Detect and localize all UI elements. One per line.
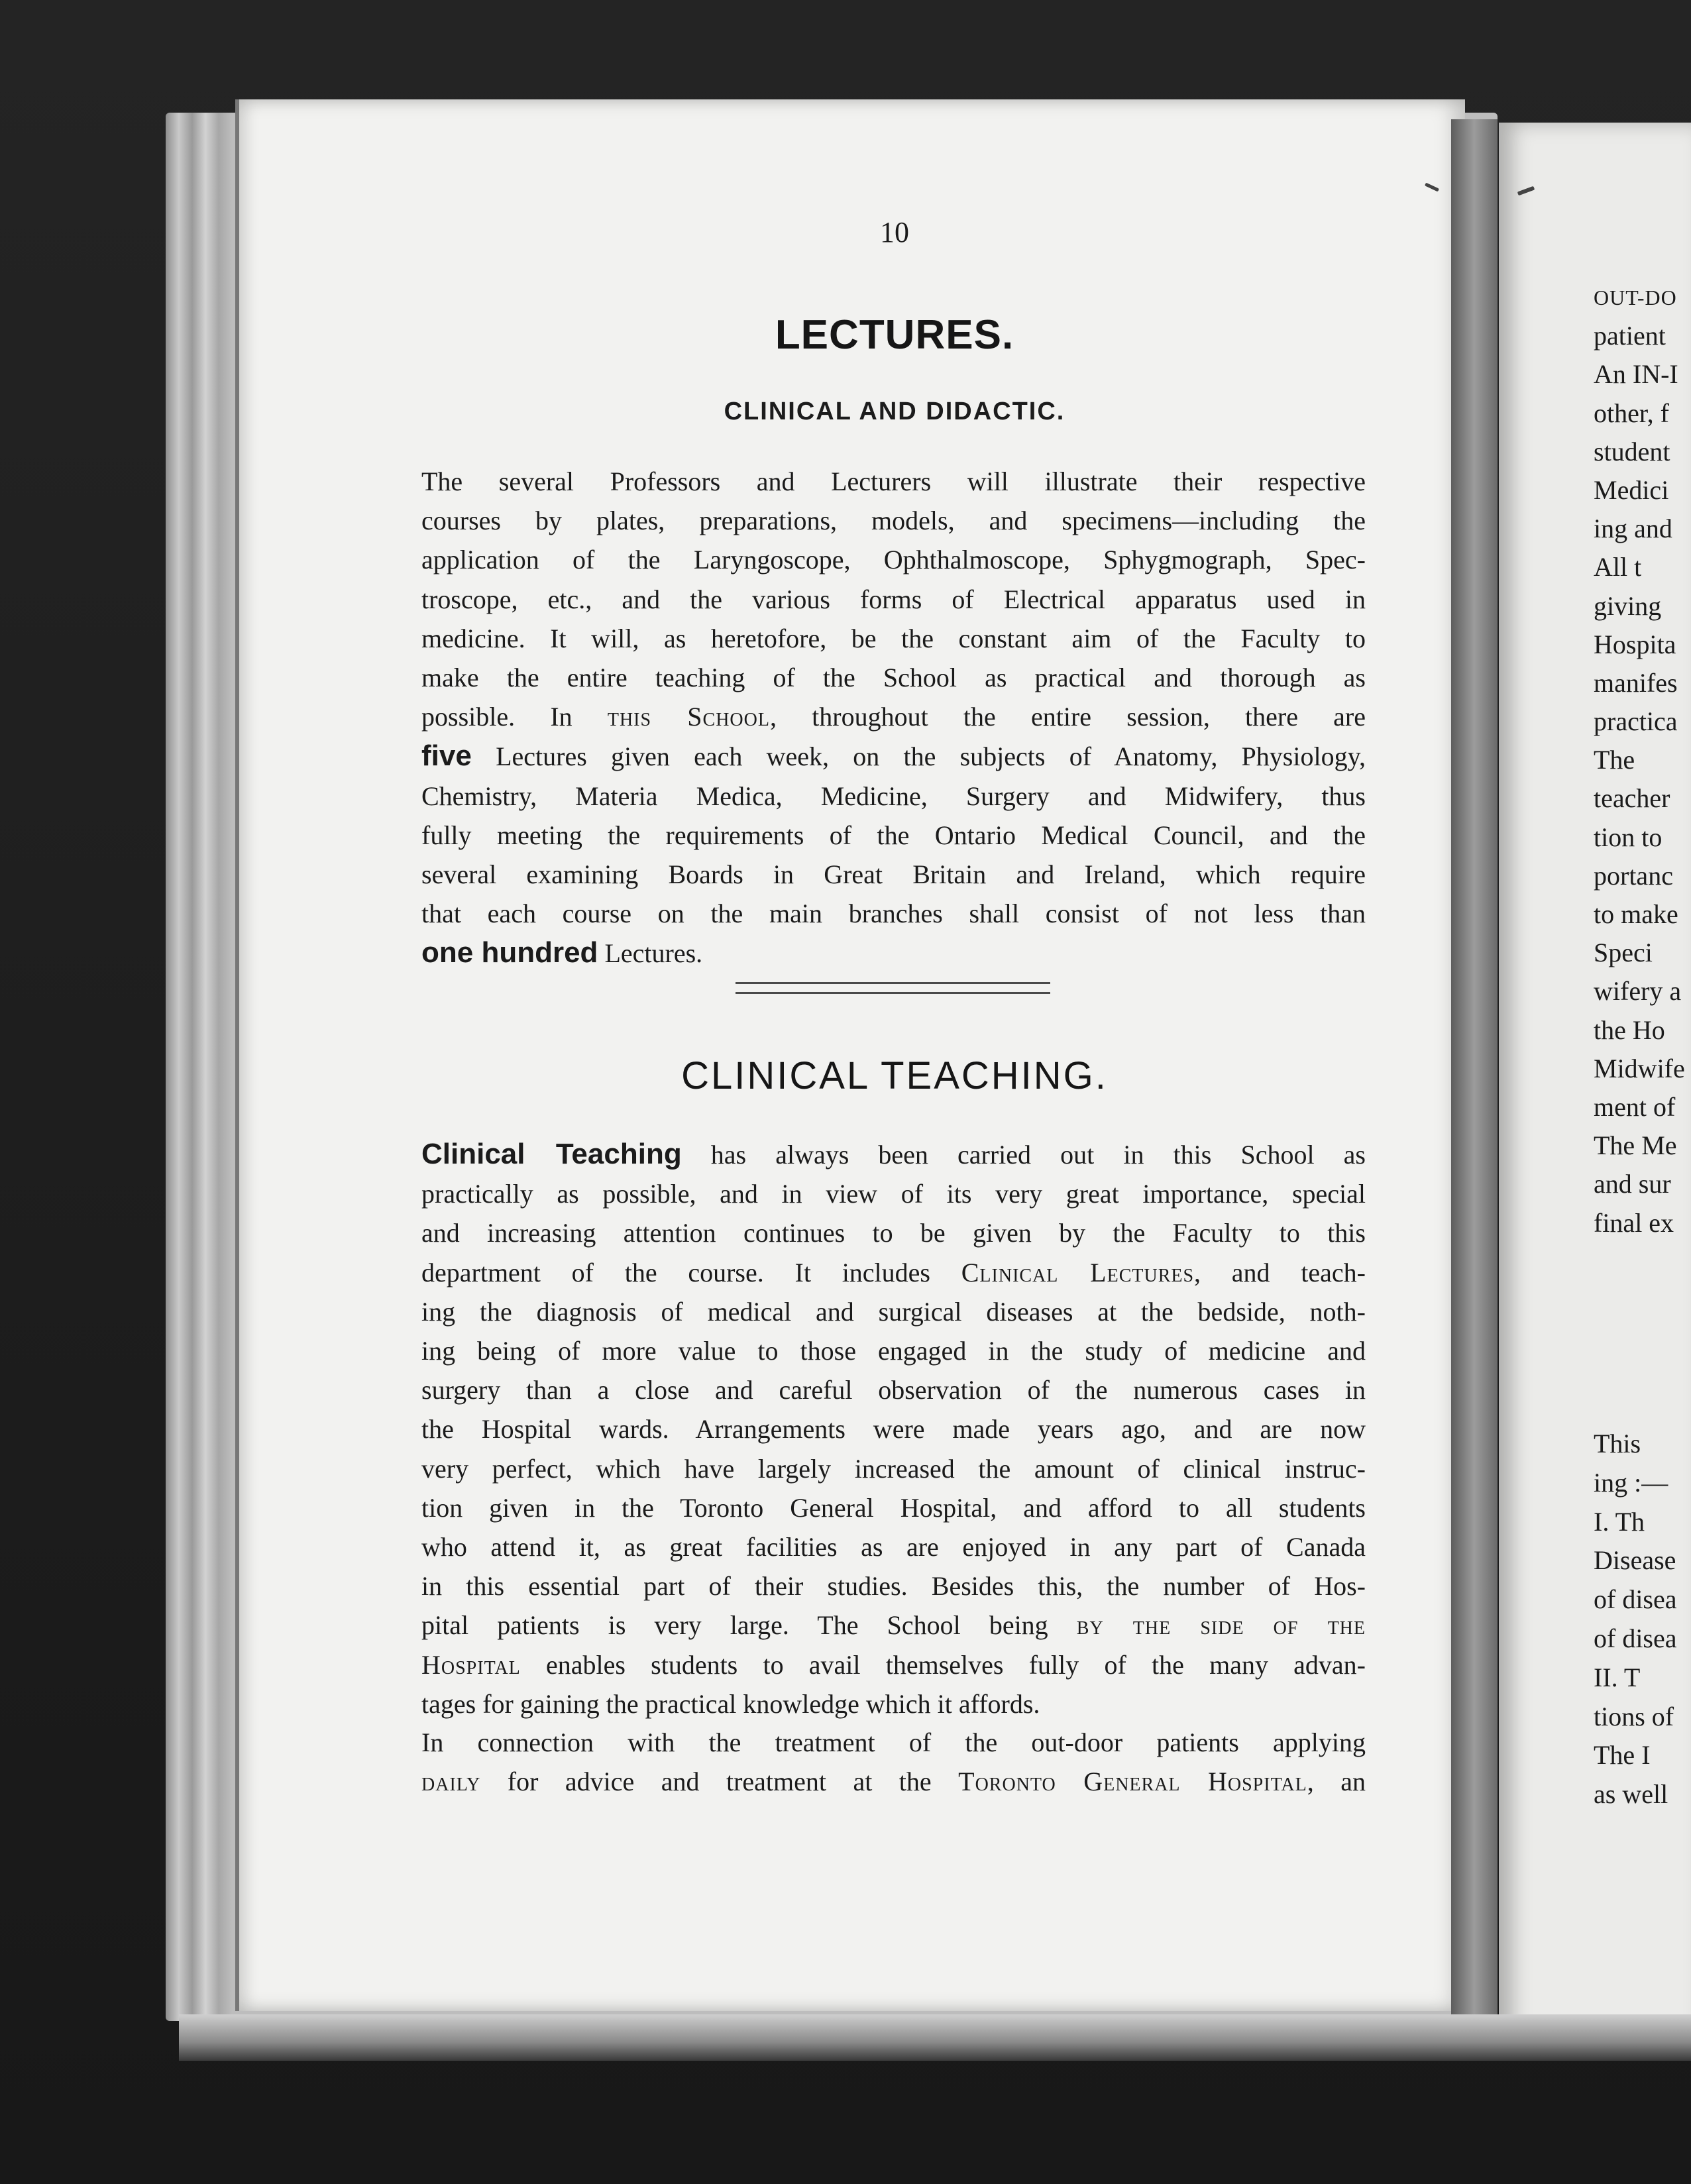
text-span: department of the course. It includes (421, 1257, 961, 1287)
text-line: very perfect, which have largely increased the amount of clinical instruc- (421, 1453, 1366, 1484)
outdoor-paragraph (421, 1723, 1366, 1801)
text-span: has always been carried out in this School as (681, 1140, 1366, 1170)
text-line (421, 1253, 1366, 1292)
right-page-line: This (1594, 1429, 1641, 1458)
lectures-heading: LECTURES. (775, 312, 1014, 358)
right-page-line: Speci (1594, 938, 1653, 968)
right-page-line: ment of (1594, 1091, 1676, 1122)
text-span: possible. In (421, 702, 608, 732)
text-span: pital patients is very large. The School being (421, 1610, 1077, 1641)
right-page-line: II. T (1594, 1662, 1641, 1692)
lectures-paragraph (421, 462, 1366, 973)
right-page-line: tions of (1594, 1701, 1674, 1731)
right-page-line: portanc (1594, 860, 1673, 891)
text-line: in this essential part of their studies. Besides this, the number of Hos- (421, 1571, 1366, 1602)
right-page-line: student (1594, 436, 1670, 466)
right-page-line: OUT-DO (1594, 286, 1677, 309)
right-page-line: giving (1594, 590, 1662, 621)
right-page-line: practica (1594, 706, 1678, 737)
bottom-page-edge (179, 2014, 1691, 2061)
text-line (421, 736, 1366, 776)
small-caps-span: Hospital (421, 1649, 521, 1680)
text-span: Lectures given each week, on the subjects of Anatomy, Physiology, (471, 741, 1366, 772)
right-page-line: Hospita (1594, 629, 1676, 659)
text-line (421, 933, 1366, 973)
right-page-line: Medici (1594, 474, 1669, 505)
small-caps-span: by the side of the (1076, 1610, 1366, 1641)
text-line: application of the Laryngoscope, Ophthalmoscope, Sphygmograph, Spec- (421, 545, 1366, 575)
right-page-line: manifes (1594, 667, 1678, 698)
text-line: ing being of more value to those engaged in the study of medicine and (421, 1336, 1366, 1366)
text-span: for advice and treatment at the (480, 1767, 959, 1797)
text-line: that each course on the main branches shall consist of not less than (421, 899, 1366, 929)
right-page-text-top (1594, 278, 1691, 1242)
book-gutter (1451, 119, 1498, 2041)
text-line: courses by plates, preparations, models, and specimens—including the (421, 506, 1366, 536)
right-page-line: final ex (1594, 1207, 1674, 1238)
text-line: who attend it, as great facilities as are enjoyed in any part of Canada (421, 1532, 1366, 1562)
text-line: ing the diagnosis of medical and surgical diseases at the bedside, noth- (421, 1296, 1366, 1327)
section-divider (736, 982, 1050, 994)
right-page-line: teacher (1594, 783, 1670, 814)
right-page-line: I. Th (1594, 1506, 1645, 1537)
right-page-line: of disea (1594, 1623, 1677, 1653)
clinical-teaching-heading: CLINICAL TEACHING. (681, 1054, 1108, 1097)
text-line: surgery than a close and careful observation of the numerous cases in (421, 1375, 1366, 1405)
text-line: In connection with the treatment of the out-door patients applying (421, 1727, 1366, 1757)
lectures-subheading: CLINICAL AND DIDACTIC. (724, 398, 1065, 425)
small-caps-span: daily (421, 1767, 481, 1797)
bold-emphasis: five (421, 739, 472, 773)
right-page-line: the Ho (1594, 1014, 1665, 1045)
text-line: make the entire teaching of the School as practical and thorough as (421, 663, 1366, 693)
text-line: Chemistry, Materia Medica, Medicine, Surgery and Midwifery, thus (421, 781, 1366, 811)
text-span: , and teach- (1194, 1257, 1366, 1287)
right-page-line: and sur (1594, 1169, 1671, 1199)
right-page-line: as well (1594, 1779, 1668, 1810)
small-caps-span: Toronto General Hospital (958, 1767, 1307, 1797)
right-page-line: of disea (1594, 1584, 1677, 1615)
text-line: several examining Boards in Great Britain and Ireland, which require (421, 859, 1366, 890)
right-page-line: patient (1594, 321, 1666, 351)
clinical-paragraph (421, 1134, 1366, 1723)
text-line: fully meeting the requirements of the Ontario Medical Council, and the (421, 820, 1366, 850)
text-line: and increasing attention continues to be given by the Faculty to this (421, 1218, 1366, 1248)
right-page-line: tion to (1594, 822, 1663, 852)
text-line (421, 697, 1366, 736)
text-line: The several Professors and Lecturers will illustrate their respective (421, 466, 1366, 496)
small-caps-span: Clinical Lectures (961, 1257, 1195, 1287)
right-page-line: wifery a (1594, 976, 1682, 1007)
text-line (421, 1134, 1366, 1174)
text-line (421, 1762, 1366, 1801)
right-page-line: Midwife (1594, 1053, 1685, 1083)
page-number: 10 (880, 216, 909, 248)
text-span: , an (1307, 1767, 1366, 1797)
text-line: tages for gaining the practical knowledge which it affords. (421, 1688, 1040, 1719)
right-page-line: ing and (1594, 514, 1672, 544)
text-line: practically as possible, and in view of its very great importance, special (421, 1179, 1366, 1209)
text-line: medicine. It will, as heretofore, be the constant aim of the Faculty to (421, 623, 1366, 653)
right-page-line: to make (1594, 899, 1678, 929)
right-page-line: The Me (1594, 1130, 1677, 1161)
text-line: troscope, etc., and the various forms of Electrical apparatus used in (421, 584, 1366, 614)
small-caps-span: this School (607, 702, 770, 732)
right-page-line: ing :— (1594, 1467, 1668, 1498)
text-line: tion given in the Toronto General Hospital, and afford to all students (421, 1492, 1366, 1523)
right-page-line: The (1594, 745, 1635, 775)
right-page-line: other, f (1594, 398, 1669, 428)
text-span: , throughout the entire session, there are (769, 702, 1366, 732)
right-page-line: An IN-I (1594, 359, 1678, 390)
right-page-line: All t (1594, 552, 1642, 582)
right-page-line: The I (1594, 1740, 1651, 1771)
bold-emphasis: one hundred (421, 936, 598, 969)
text-line (421, 1645, 1366, 1684)
right-page-line: Disease (1594, 1545, 1676, 1576)
text-span: enables students to avail themselves fully of the many advan- (520, 1649, 1366, 1680)
text-line (421, 1606, 1366, 1645)
text-line: the Hospital wards. Arrangements were made years ago, and are now (421, 1414, 1366, 1445)
text-span: Lectures. (598, 938, 703, 969)
bold-emphasis: Clinical Teaching (421, 1138, 682, 1170)
right-page-text-bottom (1594, 1425, 1691, 1814)
